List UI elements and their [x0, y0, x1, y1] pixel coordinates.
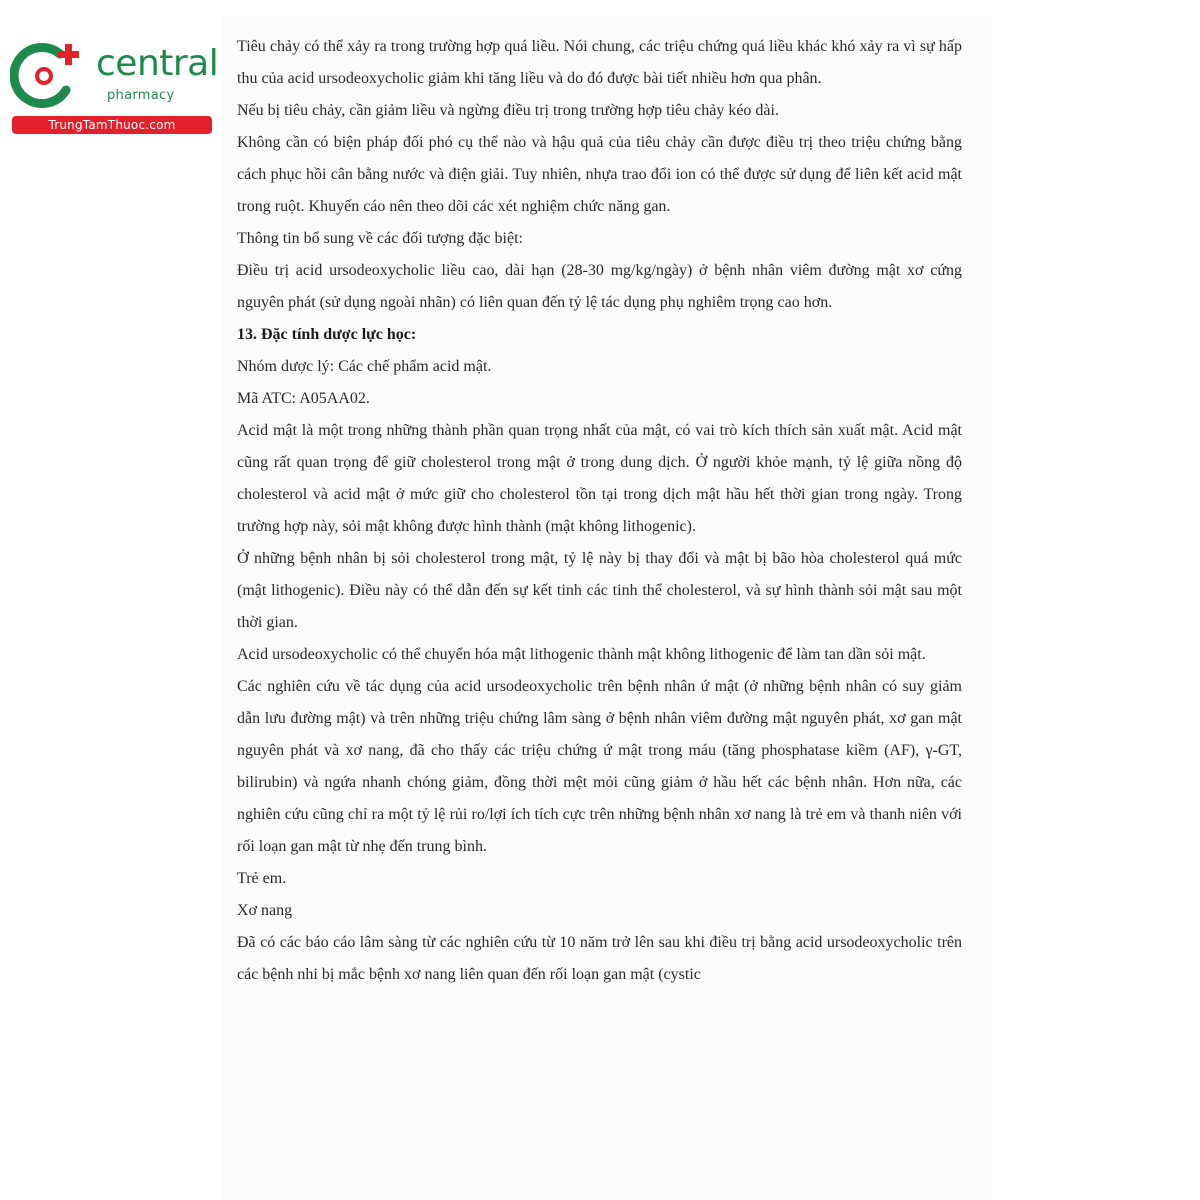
paragraph: Tiêu chảy có thể xảy ra trong trường hợp quá liều. Nói chung, các triệu chứng quá liều khác khó xảy ra vì sự hấp thu của acid ursodeoxycholic giảm khi tăng liều và do đó được bài tiết nhiều hơn qua phân. — [237, 38, 962, 87]
paragraph: Không cần có biện pháp đối phó cụ thể nào và hậu quả của tiêu chảy cần được điều trị theo triệu chứng bằng cách phục hồi cân bằng nước và điện giải. Tuy nhiên, nhựa trao đổi ion có thể được sử dụng để liên kết acid mật trong ruột. Khuyến cáo nên theo dõi các xét nghiệm chức năng gan. — [237, 134, 962, 215]
paragraph: Trẻ em. — [237, 870, 287, 887]
paragraph: Các nghiên cứu về tác dụng của acid ursodeoxycholic trên bệnh nhân ứ mật (ở những bệnh nhân có suy giảm dẫn lưu đường mật) và trên những triệu chứng lâm sàng ở bệnh nhân viêm đường mật nguyên phát, xơ gan mật nguyên phát và xơ nang, đã cho thấy các triệu chứng ứ mật trong máu (tăng phosphatase kiềm (AF), γ-GT, bilirubin) và ngứa nhanh chóng giảm, đồng thời mệt mỏi cũng giảm ở hầu hết các bệnh nhân. Hơn nữa, các nghiên cứu cũng chỉ ra một tỷ lệ rủi ro/lợi ích tích cực trên những bệnh nhân xơ nang là trẻ em và thanh niên với rối loạn gan mật từ nhẹ đến trung bình. — [237, 678, 962, 855]
logo-website-badge: TrungTamThuoc.com — [12, 116, 212, 134]
paragraph: Xơ nang — [237, 902, 293, 919]
section-heading: 13. Đặc tính dược lực học: — [237, 326, 417, 343]
paragraph: Ở những bệnh nhân bị sỏi cholesterol trong mật, tỷ lệ này bị thay đổi và mật bị bão hòa cholesterol quá mức (mật lithogenic). Điều này có thể dẫn đến sự kết tinh các tinh thể cholesterol, và sự hình thành sỏi mật sau một thời gian. — [237, 550, 962, 631]
document-page — [222, 16, 992, 1200]
paragraph: Thông tin bổ sung về các đối tượng đặc biệt: — [237, 230, 523, 247]
logo-subtitle: pharmacy — [107, 88, 175, 103]
pharmacy-logo[interactable] — [10, 36, 219, 136]
paragraph: Acid mật là một trong những thành phần quan trọng nhất của mật, có vai trò kích thích sản xuất mật. Acid mật cũng rất quan trọng để giữ cholesterol trong mật ở trong dung dịch. Ở người khỏe mạnh, tỷ lệ giữa nồng độ cholesterol và acid mật ở mức giữ cho cholesterol tồn tại trong dịch mật hầu hết thời gian trong ngày. Trong trường hợp này, sỏi mật không được hình thành (mật không lithogenic). — [237, 422, 962, 535]
paragraph: Điều trị acid ursodeoxycholic liều cao, dài hạn (28-30 mg/kg/ngày) ở bệnh nhân viêm đường mật xơ cứng nguyên phát (sử dụng ngoài nhãn) có liên quan đến tỷ lệ tác dụng phụ nghiêm trọng cao hơn. — [237, 262, 962, 311]
paragraph: Acid ursodeoxycholic có thể chuyển hóa mật lithogenic thành mật không lithogenic để làm tan dần sỏi mật. — [237, 646, 926, 663]
document-body — [237, 31, 962, 991]
logo-wordmark: central — [96, 43, 219, 84]
central-pharmacy-logo-icon — [10, 40, 84, 110]
paragraph: Mã ATC: A05AA02. — [237, 390, 370, 407]
paragraph: Nhóm dược lý: Các chế phẩm acid mật. — [237, 358, 492, 375]
paragraph: Nếu bị tiêu chảy, cần giảm liều và ngừng điều trị trong trường hợp tiêu chảy kéo dài. — [237, 102, 779, 119]
paragraph: Đã có các báo cáo lâm sàng từ các nghiên cứu từ 10 năm trở lên sau khi điều trị bằng acid ursodeoxycholic trên các bệnh nhi bị mắc bệnh xơ nang liên quan đến rối loạn gan mật (cystic — [237, 934, 962, 983]
